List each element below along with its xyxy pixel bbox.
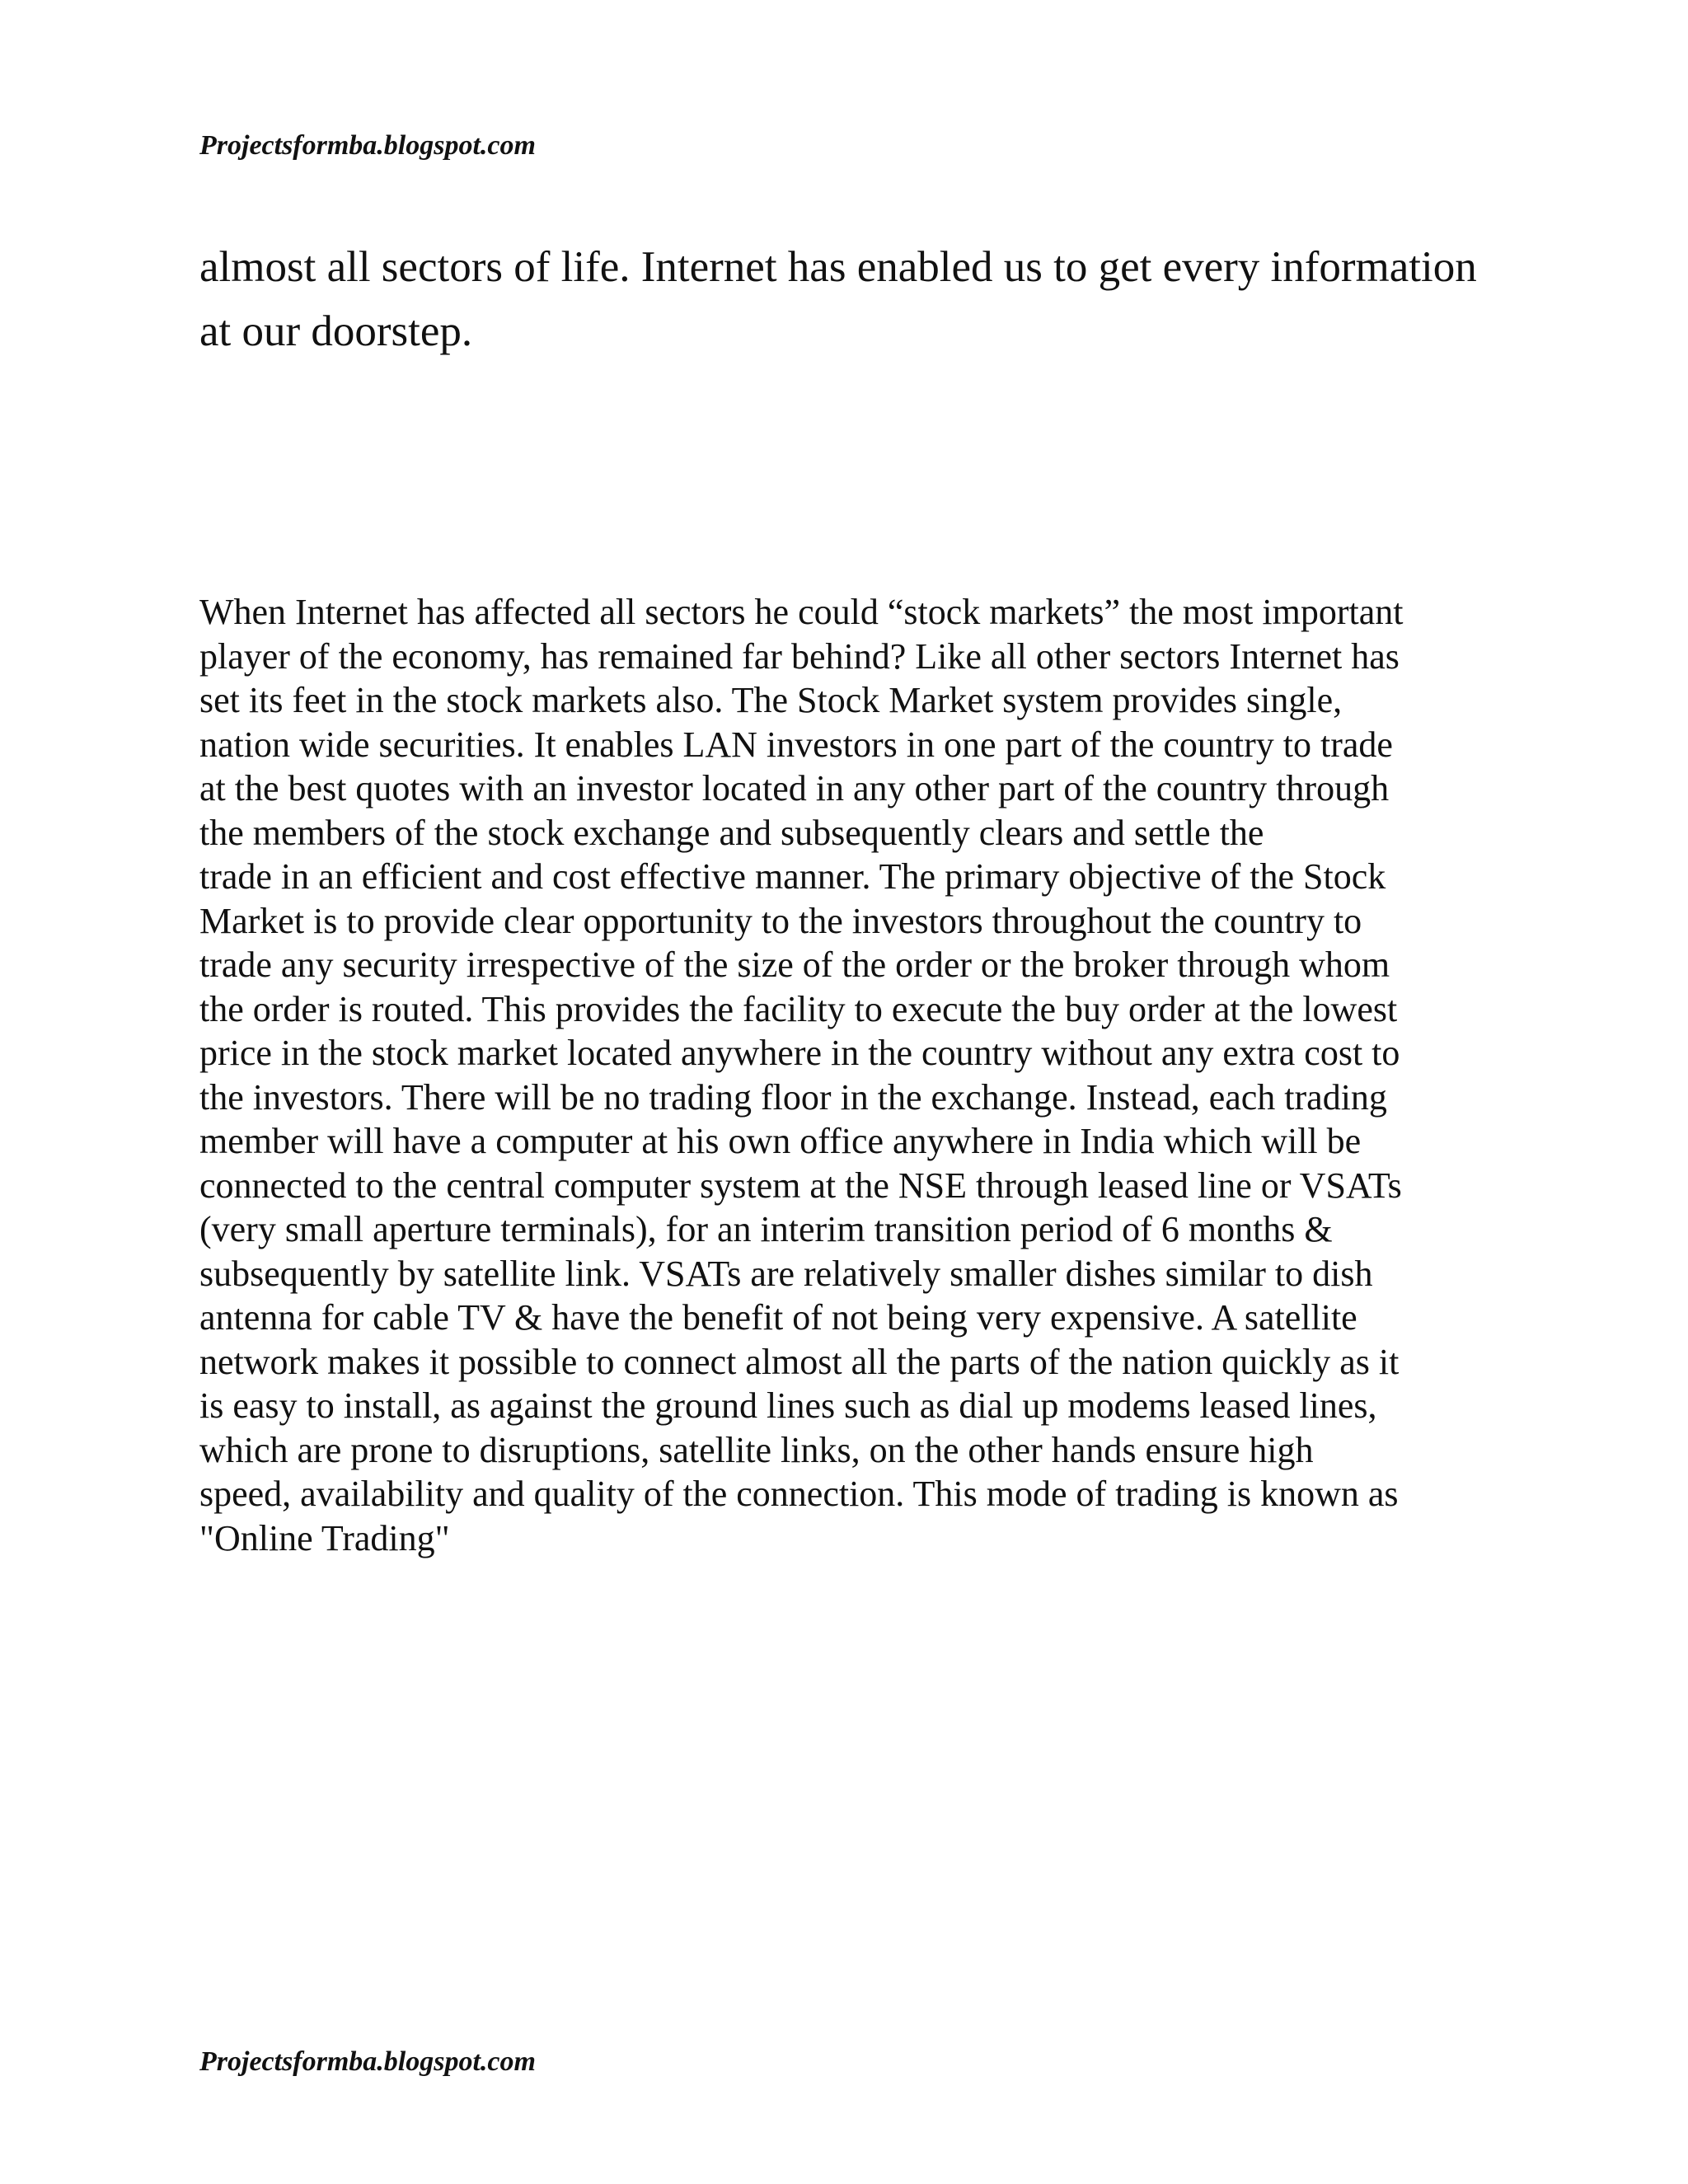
body-line: member will have a computer at his own office anywhere in India which will be (199, 1121, 1362, 1161)
body-line: (very small aperture terminals), for an interim transition period of 6 months & (199, 1209, 1333, 1249)
body-line: the investors. There will be no trading floor in the exchange. Instead, each trading (199, 1076, 1387, 1118)
body-line: is easy to install, as against the ground lines such as dial up modems leased lines, (199, 1385, 1377, 1426)
body-line: trade in an efficient and cost effective manner. The primary objective of the Stock (199, 856, 1386, 897)
body-line: price in the stock market located anywhere in the country without any extra cost to (199, 1033, 1400, 1073)
body-line: set its feet in the stock markets also. The Stock Market system provides single, (199, 680, 1343, 720)
body-line: which are prone to disruptions, satellite links, on the other hands ensure high (199, 1429, 1314, 1470)
body-line: subsequently by satellite link. VSATs are relatively smaller dishes similar to dish (199, 1253, 1373, 1294)
body-line: "Online Trading" (199, 1517, 450, 1558)
body-line: network makes it possible to connect almost all the parts of the nation quickly as it (199, 1341, 1400, 1382)
body-line: speed, availability and quality of the connection. This mode of trading is known as (199, 1474, 1399, 1514)
body-line: player of the economy, has remained far behind? Like all other sectors Internet has (199, 635, 1400, 677)
body-line: Market is to provide clear opportunity to the investors throughout the country to (199, 900, 1362, 941)
body-paragraph (199, 590, 1551, 1560)
body-line: the order is routed. This provides the facility to execute the buy order at the lowest (199, 988, 1398, 1029)
body-line: When Internet has affected all sectors he could “stock markets” the most important (199, 592, 1404, 632)
intro-paragraph (199, 235, 1535, 363)
body-line: the members of the stock exchange and subsequently clears and settle the (199, 812, 1264, 853)
body-line: connected to the central computer system at the NSE through leased line or VSATs (199, 1165, 1402, 1206)
header-site-url: Projectsformba.blogspot.com (199, 130, 536, 161)
intro-line: at our doorstep. (199, 307, 473, 355)
footer-site-url: Projectsformba.blogspot.com (199, 2046, 536, 2077)
body-line: antenna for cable TV & have the benefit of not being very expensive. A satellite (199, 1297, 1357, 1338)
body-line: nation wide securities. It enables LAN investors in one part of the country to trade (199, 724, 1393, 765)
intro-line: almost all sectors of life. Internet has enabled us to get every information (199, 243, 1477, 291)
body-line: at the best quotes with an investor located in any other part of the country through (199, 768, 1390, 808)
body-line: trade any security irrespective of the size of the order or the broker through whom (199, 944, 1390, 985)
